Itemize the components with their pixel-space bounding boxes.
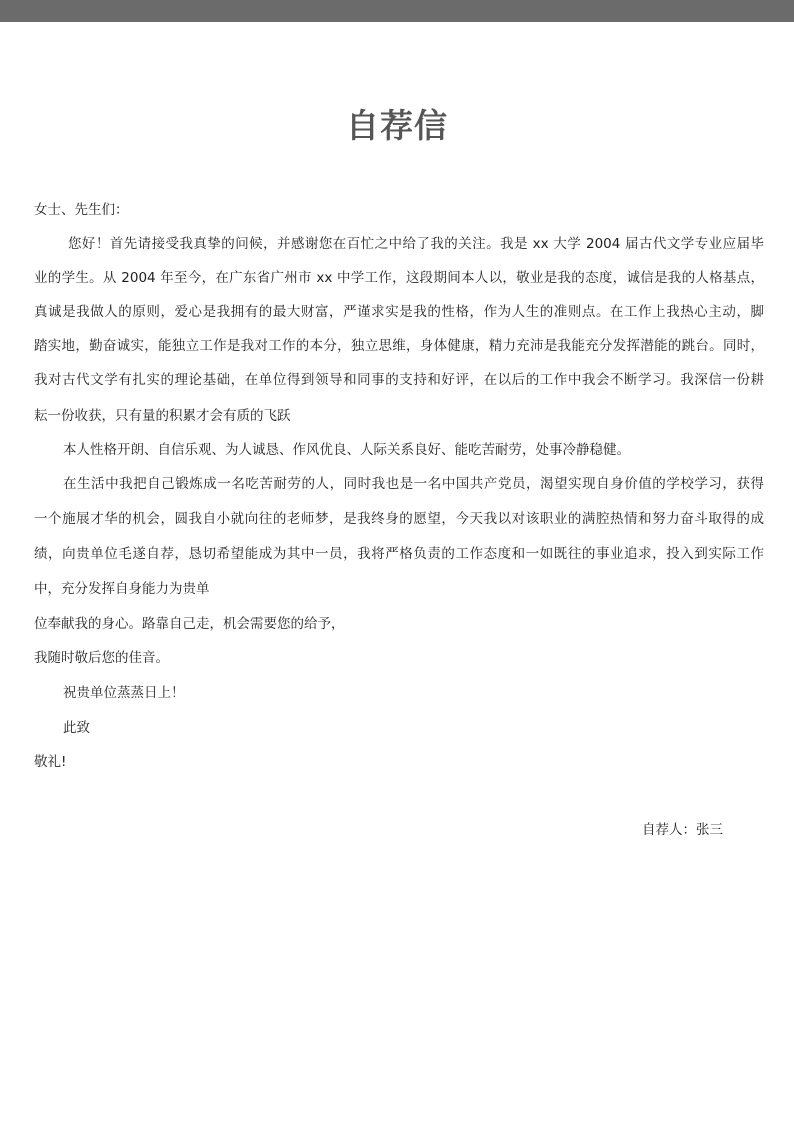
await-line: 我随时敬后您的佳音。 — [34, 650, 169, 666]
wish-line: 祝贵单位蒸蒸日上！ — [63, 685, 185, 701]
header-bar — [0, 0, 794, 22]
paragraph-3-line-4: 中，充分发挥自身能力为贵单 — [34, 581, 210, 597]
paragraph-3-line-2: 一个施展才华的机会，圆我自小就向往的老师梦，是我终身的愿望，今天我以对该职业的满腔热情和努力奋斗取得的成 — [34, 511, 764, 527]
document-title: 自荐信 — [346, 106, 448, 145]
paragraph-3-line-3: 绩，向贵单位毛遂自荐，恳切希望能成为其中一员，我将严格负责的工作态度和一如既往的事业追求，投入到实际工作 — [34, 546, 764, 562]
greeting: 女士、先生们： — [34, 202, 129, 218]
paragraph-2: 本人性格开朗、自信乐观、为人诚恳、作风优良、人际关系良好、能吃苦耐劳，处事冷静稳健。 — [63, 442, 630, 458]
paragraph-3-line-1: 在生活中我把自己锻炼成一名吃苦耐劳的人，同时我也是一名中国共产党员，渴望实现自身价值的学校学习，获得 — [63, 476, 764, 492]
closing-respect: 敬礼! — [34, 754, 67, 770]
paragraph-1-line-5: 我对古代文学有扎实的理论基础，在单位得到领导和同事的支持和好评，在以后的工作中我会不断学习。我深信一份耕 — [34, 372, 764, 388]
dedicate-line: 位奉献我的身心。路靠自己走，机会需要您的给予， — [34, 616, 345, 632]
paragraph-1-line-3: 真诚是我做人的原则，爱心是我拥有的最大财富，严谨求实是我的性格，作为人生的准则点。在工作上我热心主动，脚 — [34, 304, 764, 320]
paragraph-1-line-4: 踏实地，勤奋诚实，能独立工作是我对工作的本分，独立思维，身体健康，精力充沛是我能充分发挥潜能的跳台。同时， — [34, 338, 764, 354]
paragraph-1-line-2: 业的学生。从 2004 年至今，在广东省广州市 xx 中学工作，这段期间本人以，敬业是我的态度，诚信是我的人格基点， — [34, 270, 764, 286]
paragraph-1-line-1: 您好！首先请接受我真挚的问候，并感谢您在百忙之中给了我的关注。我是 xx 大学 2004 届古代文学专业应届毕 — [68, 236, 764, 252]
signature: 自荐人：张三 — [642, 822, 723, 838]
closing-salutation: 此致 — [63, 720, 90, 736]
paragraph-1-line-6: 耘一份收获，只有量的积累才会有质的飞跃 — [34, 408, 291, 424]
